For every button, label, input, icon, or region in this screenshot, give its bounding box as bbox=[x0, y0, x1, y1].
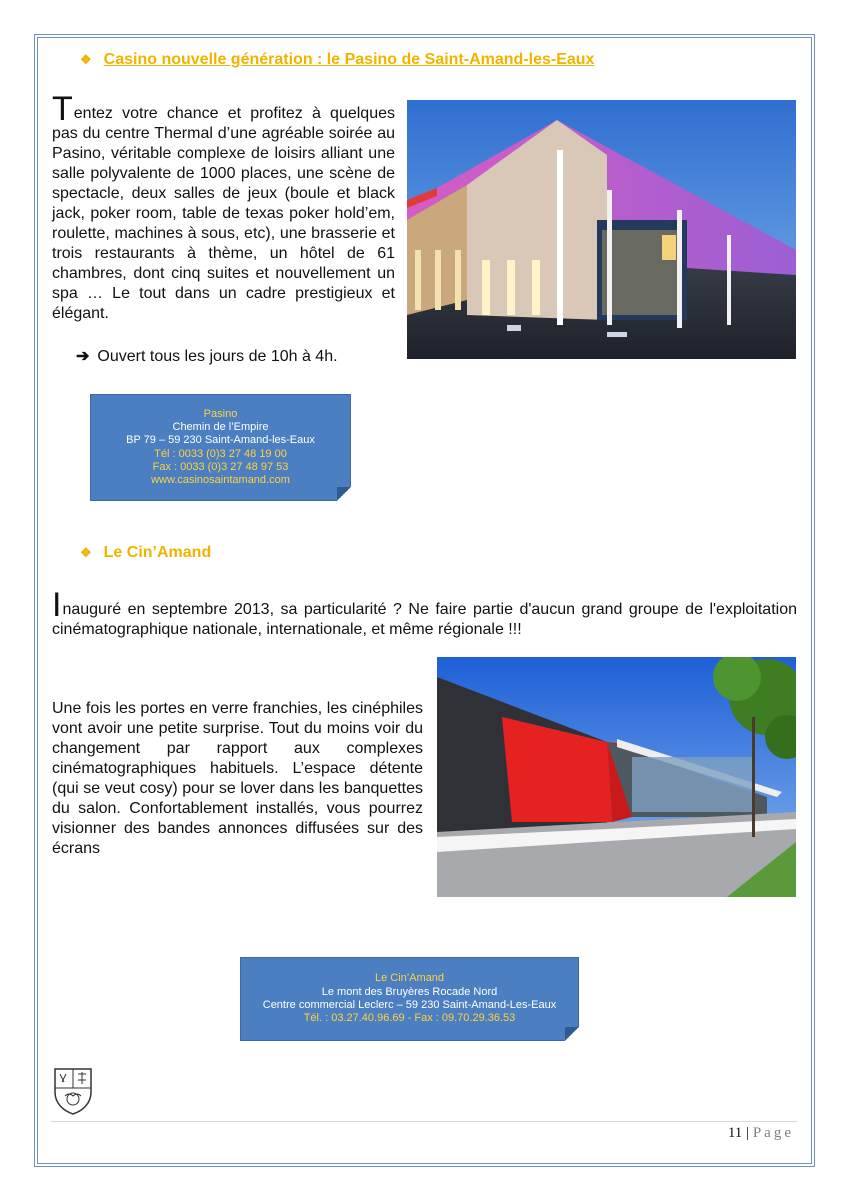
contact-address-2: Centre commercial Leclerc – 59 230 Saint-Amand-Les-Eaux bbox=[262, 999, 557, 1011]
pasino-building-photo bbox=[407, 100, 796, 359]
arrow-right-icon: ➔ bbox=[76, 348, 90, 365]
shield-icon bbox=[52, 1066, 94, 1116]
page-label: Page bbox=[752, 1125, 794, 1141]
diamond-bullet-icon: ❖ bbox=[80, 52, 92, 67]
section-title: Le Cin’Amand bbox=[103, 544, 212, 561]
cinamand-contact-box bbox=[240, 957, 579, 1041]
contact-phone-fax: Tél. : 03.27.40.96.69 - Fax : 09.70.29.36.53 bbox=[303, 1012, 516, 1025]
pasino-description bbox=[52, 90, 395, 324]
contact-address-2: BP 79 – 59 230 Saint-Amand-les-Eaux bbox=[126, 434, 315, 447]
section-heading-pasino bbox=[80, 51, 594, 69]
page-number-value: 11 bbox=[727, 1125, 743, 1141]
drop-cap: I bbox=[52, 586, 62, 624]
page-number bbox=[728, 1125, 794, 1142]
cinamand-intro bbox=[52, 586, 797, 640]
contact-fax: Fax : 0033 (0)3 27 48 97 53 bbox=[152, 460, 289, 473]
opening-hours bbox=[76, 347, 338, 367]
contact-phone: Tél : 0033 (0)3 27 48 19 00 bbox=[154, 447, 287, 460]
page-fold-corner bbox=[565, 1027, 579, 1041]
coat-of-arms-logo bbox=[52, 1066, 94, 1116]
opening-hours-text: Ouvert tous les jours de 10h à 4h. bbox=[97, 348, 338, 365]
section-title: Casino nouvelle génération : le Pasino de Saint-Amand-les-Eaux bbox=[103, 51, 595, 68]
cinamand-building-photo bbox=[437, 657, 796, 897]
contact-address-1: Le mont des Bruyères Rocade Nord bbox=[321, 985, 498, 998]
contact-website: www.casinosaintamand.com bbox=[151, 474, 290, 487]
contact-name: Le Cin’Amand bbox=[374, 972, 445, 985]
cinamand-photo-illustration bbox=[437, 657, 796, 897]
diamond-bullet-icon: ❖ bbox=[80, 545, 92, 560]
cinamand-text: Une fois les portes en verre franchies, les cinéphiles vont avoir une petite surprise. Tout du moins voir du changement par rapport aux complexes cinématographiques habituels. L’espace détente (qui se veut cosy) pour se lover dans les banquettes du salon. Confortablement installés, vous pourrez visionner des bandes annonces diffusées sur des écrans bbox=[52, 700, 423, 857]
page-number-separator: | bbox=[742, 1125, 753, 1141]
section-heading-cinamand bbox=[80, 544, 211, 562]
footer-divider bbox=[50, 1121, 798, 1122]
contact-name: Pasino bbox=[203, 407, 238, 420]
page-fold-corner bbox=[337, 487, 351, 501]
drop-cap: T bbox=[52, 90, 73, 128]
pasino-contact-box bbox=[90, 394, 351, 501]
pasino-photo-illustration bbox=[407, 100, 796, 359]
contact-address-1: Chemin de l’Empire bbox=[172, 420, 269, 433]
pasino-text: entez votre chance et profitez à quelques pas du centre Thermal d’une agréable soirée au Pasino, véritable complexe de loisirs alliant une salle polyvalente de 1000 places, une scène de spectacle, deux salles de jeux (boule et black jack, poker room, table de texas poker hold’em, roulette, machines à sous, etc), une brasserie et trois restaurants à thème, un hôtel de 61 chambres, dont cinq suites et nouvellement un spa … Le tout dans un cadre prestigieux et élégant. bbox=[52, 105, 395, 322]
cinamand-intro-text: nauguré en septembre 2013, sa particularité ? Ne faire partie d'aucun grand groupe de l'exploitation cinématographique nationale, internationale, et même régionale !!! bbox=[52, 601, 797, 638]
cinamand-description bbox=[52, 699, 423, 859]
